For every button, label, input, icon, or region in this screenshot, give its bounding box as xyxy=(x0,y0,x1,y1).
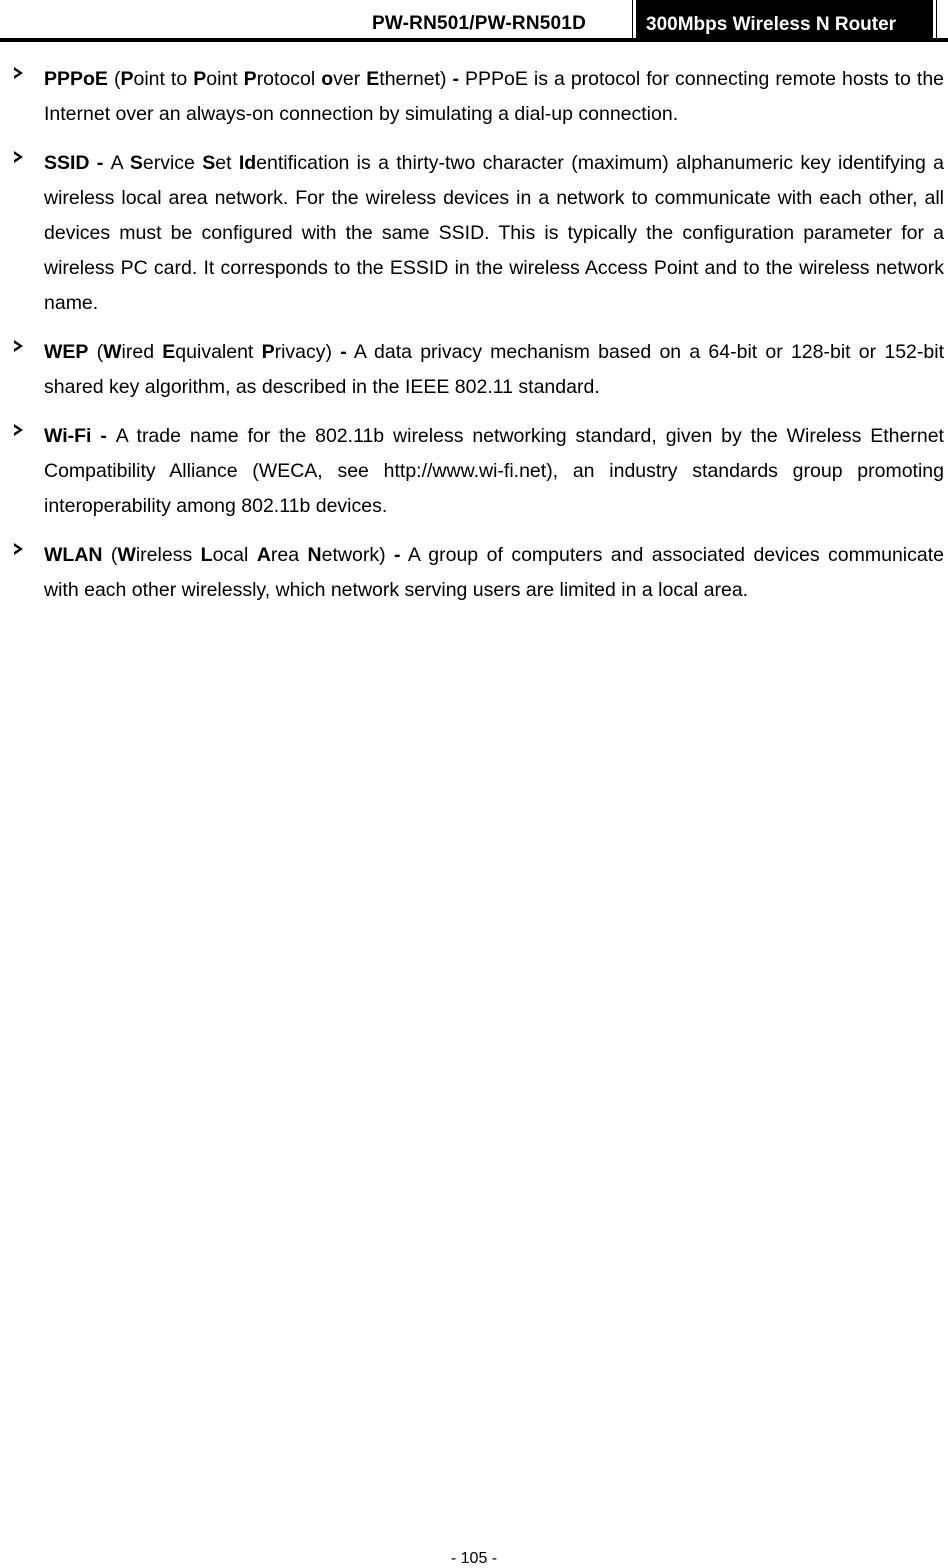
term-bold-run: - xyxy=(452,68,459,90)
page-number: - 105 - xyxy=(450,1550,498,1567)
term-bold-run: W xyxy=(117,544,136,566)
term-bold-run: WLAN xyxy=(44,544,103,566)
term-bold-run: E xyxy=(162,341,176,363)
definition-run: rea xyxy=(270,544,308,566)
term-bold-run: SSID - xyxy=(44,152,111,174)
glossary-entry-text xyxy=(44,419,944,524)
definition-run: ( xyxy=(102,544,118,566)
glossary-entry-wep xyxy=(0,335,948,405)
term-bold-run: L xyxy=(200,544,213,566)
glossary-entry-ssid xyxy=(0,146,948,321)
term-bold-run: - xyxy=(394,544,401,566)
definition-run: PPPoE is a protocol for connecting remote hosts to the Internet over an always-on connection by simulating a dial-up connection. xyxy=(44,68,945,125)
definition-run: et xyxy=(215,152,239,174)
arrow-bullet-icon xyxy=(12,150,25,164)
definition-run: oint to xyxy=(133,68,194,90)
term-bold-run: S xyxy=(129,152,143,174)
arrow-bullet-icon xyxy=(12,66,25,80)
definition-run: ver xyxy=(333,68,367,90)
definition-run: ocal xyxy=(212,544,257,566)
definition-run: ( xyxy=(107,68,121,90)
term-bold-run: W xyxy=(103,341,122,363)
term-bold-run: P xyxy=(120,68,134,90)
glossary-entry-text xyxy=(44,62,944,132)
definition-run: A group of computers and associated devices communicate with each other wirelessly, which network serving users are limited in a local area. xyxy=(44,544,944,601)
arrow-bullet-icon xyxy=(12,423,25,437)
definition-run: thernet) xyxy=(379,68,453,90)
term-bold-run: P xyxy=(243,68,257,90)
definition-run: quivalent xyxy=(175,341,262,363)
definition-run: oint xyxy=(206,68,244,90)
arrow-bullet-icon xyxy=(12,542,25,556)
definition-run: rivacy) xyxy=(274,341,341,363)
term-bold-run: - xyxy=(340,341,347,363)
glossary-entry-wifi xyxy=(0,419,948,524)
definition-run: A data privacy mechanism based on a 64-bit or 128-bit or 152-bit shared key algorithm, as described in the IEEE 802.11 standard. xyxy=(44,341,944,398)
term-bold-run: PPPoE xyxy=(44,68,108,90)
term-bold-run: N xyxy=(307,544,322,566)
term-bold-run: WEP xyxy=(44,341,89,363)
definition-run: ervice xyxy=(142,152,203,174)
glossary-entry-text xyxy=(44,538,944,608)
term-bold-run: P xyxy=(261,341,275,363)
glossary-list xyxy=(0,62,948,622)
definition-run: ( xyxy=(88,341,104,363)
definition-run: A xyxy=(110,152,130,174)
term-bold-run: P xyxy=(193,68,207,90)
definition-run: rotocol xyxy=(256,68,322,90)
term-bold-run: E xyxy=(366,68,380,90)
arrow-bullet-icon xyxy=(12,339,25,353)
term-bold-run: S xyxy=(202,152,216,174)
definition-run: A trade name for the 802.11b wireless networking standard, given by the Wireless Ethernet Compatibility Alliance (WECA, see http://www.wi-fi.net), an industry standards group promoting interoperability among 802.11b devices. xyxy=(44,425,944,517)
glossary-entry-text xyxy=(44,146,944,321)
glossary-entry-text xyxy=(44,335,944,405)
header-product-name: 300Mbps Wireless N Router xyxy=(633,0,936,38)
glossary-entry-pppoe xyxy=(0,62,948,132)
glossary-entry-wlan xyxy=(0,538,948,608)
page-header xyxy=(0,0,948,42)
definition-run: etwork) xyxy=(321,544,395,566)
term-bold-run: A xyxy=(256,544,271,566)
header-divider xyxy=(0,38,948,42)
definition-run: ired xyxy=(121,341,163,363)
header-model-name: PW-RN501/PW-RN501D xyxy=(372,13,586,34)
term-bold-run: Wi-Fi - xyxy=(44,425,116,447)
term-bold-run: Id xyxy=(238,152,257,174)
definition-run: ireless xyxy=(135,544,201,566)
term-bold-run: o xyxy=(321,68,334,90)
definition-run: entification is a thirty-two character (maximum) alphanumeric key identifying a wireless local area network. For the wireless devices in a network to communicate with each other, all devices must be configured with the same SSID. This is typically the configuration parameter for a wireless PC card. It corresponds to the ESSID in the wireless Access Point and to the wireless network name. xyxy=(44,152,944,314)
